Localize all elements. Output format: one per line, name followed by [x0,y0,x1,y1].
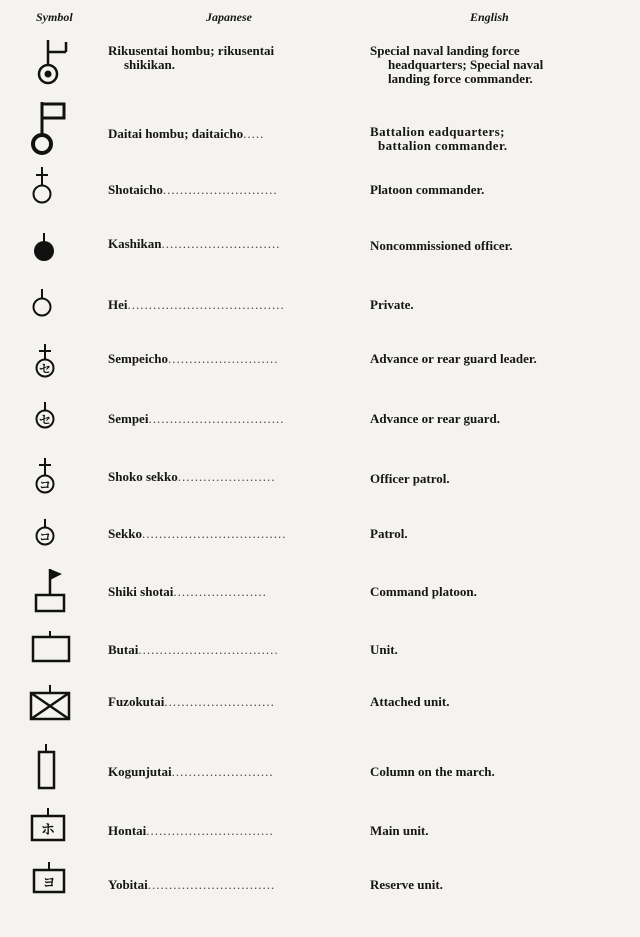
glyph-ko: コ [38,478,52,492]
japanese-term: Rikusentai hombu; rikusentai [108,44,275,58]
english-term-cont: battalion commander. [378,138,508,153]
leader-dots: .............................. [147,878,276,892]
glyph-ho: ホ [41,822,55,838]
english-term: Noncommissioned officer. [370,238,513,253]
tall-box-icon [22,740,82,810]
leader-dots: .......................... [167,352,279,366]
japanese-term: Daitai hombu; daitaicho [108,127,244,141]
english-term: Battalion eadquarters; [370,124,505,139]
japanese-term: Sempei [108,412,149,426]
japanese-term: Sempeicho [108,352,168,366]
glyph-yo: ヨ [42,876,56,891]
glyph-se: セ [38,413,52,427]
japanese-term: Kashikan [108,237,162,251]
english-term: Command platoon. [370,584,477,599]
english-term: Advance or rear guard. [370,411,500,426]
glyph-ko: コ [38,530,52,544]
header-english: English [470,10,509,24]
leader-dots: .......................... [164,695,275,709]
header-japanese: Japanese [206,10,252,24]
japanese-term: Hei [108,298,128,312]
japanese-term: Kogunjutai [108,765,172,779]
leader-dots: .................................. [141,527,287,541]
leader-dots: ................................. [138,643,279,657]
japanese-term: Butai [108,643,139,657]
english-term: Special naval landing force [370,43,520,58]
english-term: Unit. [370,642,398,657]
leader-dots: ....................... [177,470,276,484]
english-term: Column on the march. [370,764,495,779]
japanese-term: Sekko [108,527,142,541]
glyph-se: セ [38,362,52,376]
english-term: Attached unit. [370,694,450,709]
english-term: Platoon commander. [370,182,485,197]
leader-dots: ..... [243,127,265,141]
japanese-term: Fuzokutai [108,695,165,709]
leader-dots: ................................ [148,412,285,426]
japanese-term: Shotaicho [108,183,163,197]
english-term-cont: headquarters; Special naval [388,57,544,72]
leader-dots: ............................ [161,237,281,251]
japanese-term: Hontai [108,824,147,838]
english-term: Reserve unit. [370,877,443,892]
leader-dots: .............................. [146,824,274,838]
japanese-term: Shiki shotai [108,585,174,599]
english-term: Officer patrol. [370,471,450,486]
leader-dots: ........................... [162,183,278,197]
japanese-term-cont: shikikan. [124,57,175,72]
english-term: Advance or rear guard leader. [370,351,537,366]
english-term: Main unit. [370,823,429,838]
leader-dots: ...................... [173,585,267,599]
english-term: Patrol. [370,526,408,541]
header-symbol: Symbol [36,10,73,24]
japanese-term: Yobitai [108,878,148,892]
japanese-term: Shoko sekko [108,470,178,484]
yo-box-icon [22,862,82,932]
english-term: Private. [370,297,414,312]
leader-dots: ..................................... [127,298,285,312]
battalion-flag-circle-icon [22,100,82,170]
leader-dots: ........................ [171,765,274,779]
english-term-cont: landing force commander. [388,71,533,86]
